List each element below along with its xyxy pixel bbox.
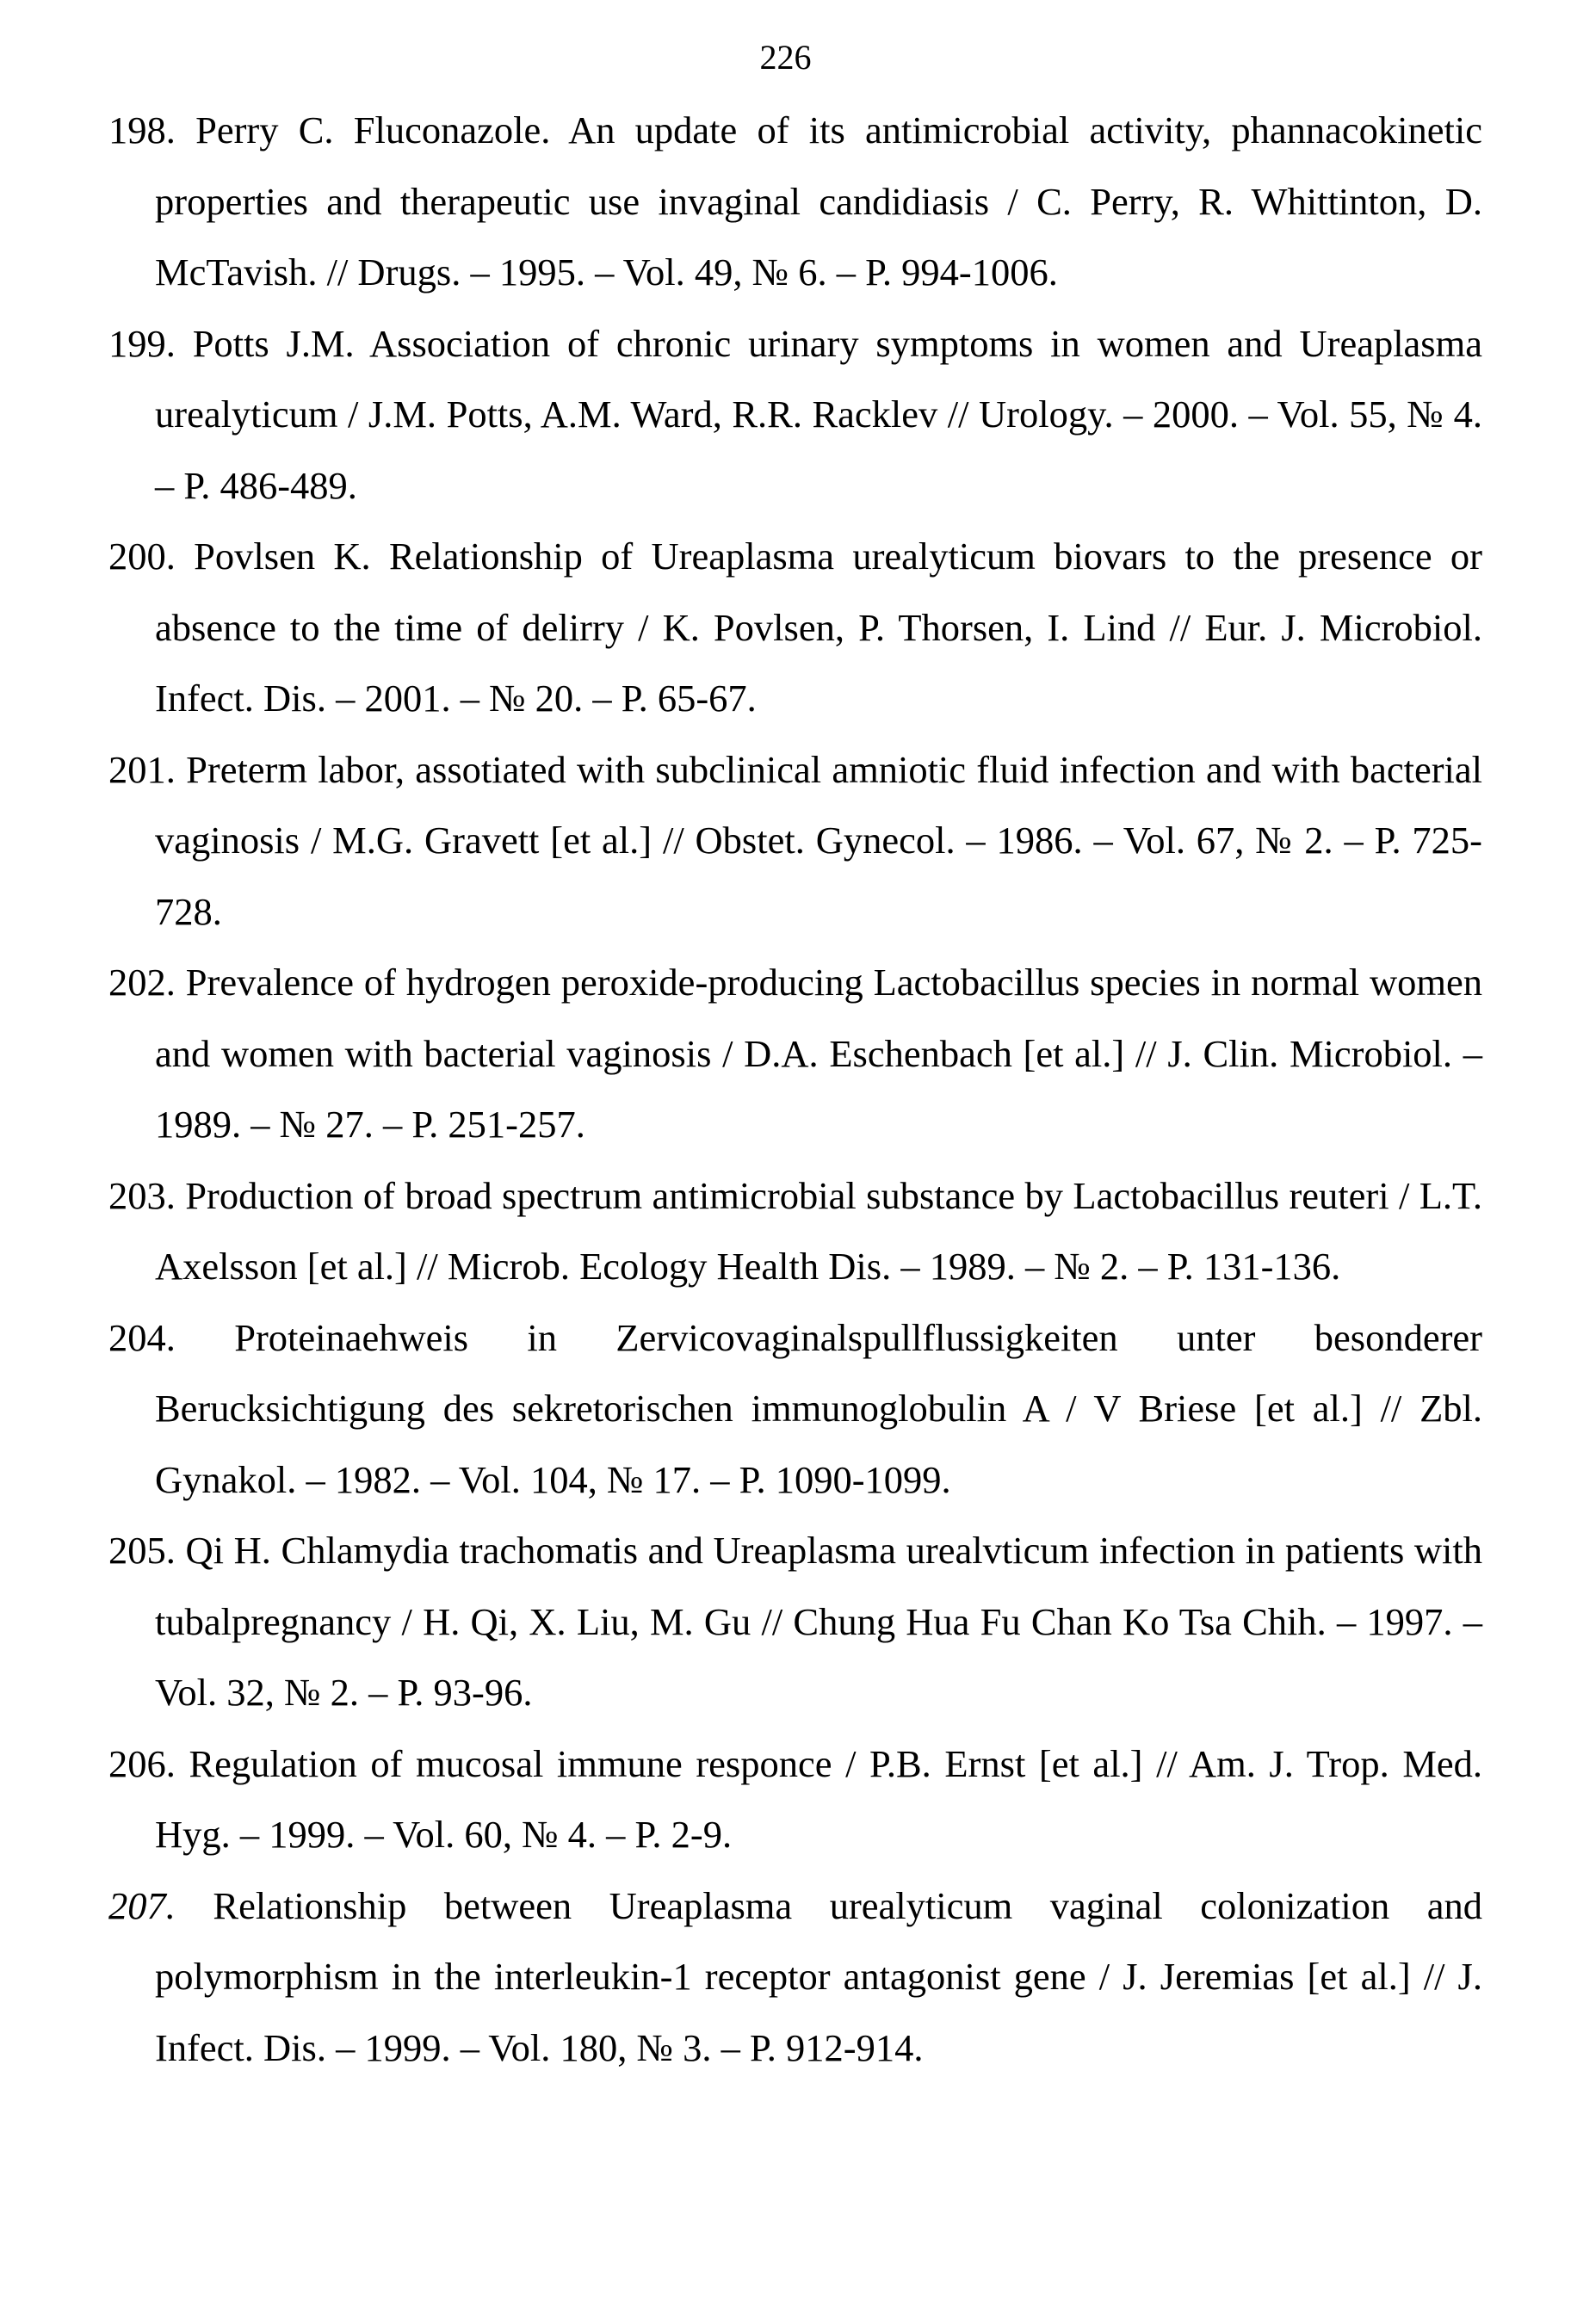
- reference-item-207: [108, 1870, 1482, 2084]
- reference-number: 199.: [108, 321, 176, 365]
- reference-number: 205.: [108, 1529, 176, 1572]
- reference-item-201: [108, 734, 1482, 948]
- reference-item-202: [108, 947, 1482, 1160]
- reference-number: 207.: [108, 1883, 176, 1927]
- reference-text: Preterm labor, assotiated with subclinical amniotic fluid infection and with bacterial vaginosis / M.G. Gravett [et al.] // Obstet. Gynecol. – 1986. – Vol. 67, № 2. – P. 725-728.: [155, 747, 1482, 933]
- reference-text: Relationship between Ureaplasma urealyticum vaginal colonization and polymorphism in the interleukin-1 receptor antagonist gene / J. Jeremias [et al.] // J. Infect. Dis. – 1999. – Vol. 180, № 3. – P. 912-914.: [155, 1883, 1482, 2069]
- reference-number: 204.: [108, 1315, 176, 1359]
- reference-text: Povlsen K. Relationship of Ureaplasma urealyticum biovars to the presence or absence to the time of delirry / K. Povlsen, P. Thorsen, I. Lind // Eur. J. Microbiol. Infect. Dis. – 2001. – № 20. – P. 65-67.: [155, 535, 1482, 720]
- page-number: 226: [759, 38, 812, 77]
- reference-number: 200.: [108, 535, 176, 578]
- reference-item-198: [108, 95, 1482, 308]
- reference-text: Proteinaehweis in Zervicovaginalspullflussigkeiten unter besonderer Berucksichtigung des sekretorischen immunoglobulin A / V Briese [et al.] // Zbl. Gynakol. – 1982. – Vol. 104, № 17. – P. 1090-1099.: [155, 1315, 1482, 1501]
- reference-item-199: [108, 308, 1482, 522]
- reference-text: Production of broad spectrum antimicrobial substance by Lactobacillus reuteri / L.T. Axelsson [et al.] // Microb. Ecology Health Dis. – 1989. – № 2. – P. 131-136.: [155, 1173, 1483, 1288]
- reference-text: Prevalence of hydrogen peroxide-producing Lactobacillus species in normal women and women with bacterial vaginosis / D.A. Eschenbach [et al.] // J. Clin. Microbiol. – 1989. – № 27. – P. 251-257.: [155, 961, 1482, 1146]
- reference-number: 202.: [108, 961, 176, 1004]
- reference-item-205: [108, 1515, 1482, 1728]
- reference-number: 201.: [108, 747, 176, 791]
- reference-text: Potts J.M. Association of chronic urinary symptoms in women and Ureaplasma urealyticum / J.M. Potts, A.M. Ward, R.R. Racklev // Urology. – 2000. – Vol. 55, № 4. – P. 486-489.: [155, 321, 1482, 507]
- reference-number: 206.: [108, 1741, 176, 1785]
- reference-text: Qi H. Chlamydia trachomatis and Ureaplasma urealvticum infection in patients with tubalpregnancy / H. Qi, X. Liu, M. Gu // Chung Hua Fu Chan Ko Tsa Chih. – 1997. – Vol. 32, № 2. – P. 93-96.: [155, 1529, 1483, 1714]
- reference-item-206: [108, 1728, 1482, 1870]
- reference-number: 203.: [108, 1173, 176, 1217]
- reference-text: Regulation of mucosal immune responce / P.B. Ernst [et al.] // Am. J. Trop. Med. Hyg. – 1999. – Vol. 60, № 4. – P. 2-9.: [155, 1741, 1483, 1856]
- reference-number: 198.: [108, 108, 176, 151]
- reference-item-200: [108, 521, 1482, 734]
- reference-list: [108, 95, 1482, 2083]
- reference-item-204: [108, 1302, 1482, 1516]
- reference-text: Perry C. Fluconazole. An update of its antimicrobial activity, phannacokinetic properties and therapeutic use invaginal candidiasis / C. Perry, R. Whittinton, D. McTavish. // Drugs. – 1995. – Vol. 49, № 6. – P. 994-1006.: [155, 108, 1482, 294]
- reference-item-203: [108, 1160, 1482, 1302]
